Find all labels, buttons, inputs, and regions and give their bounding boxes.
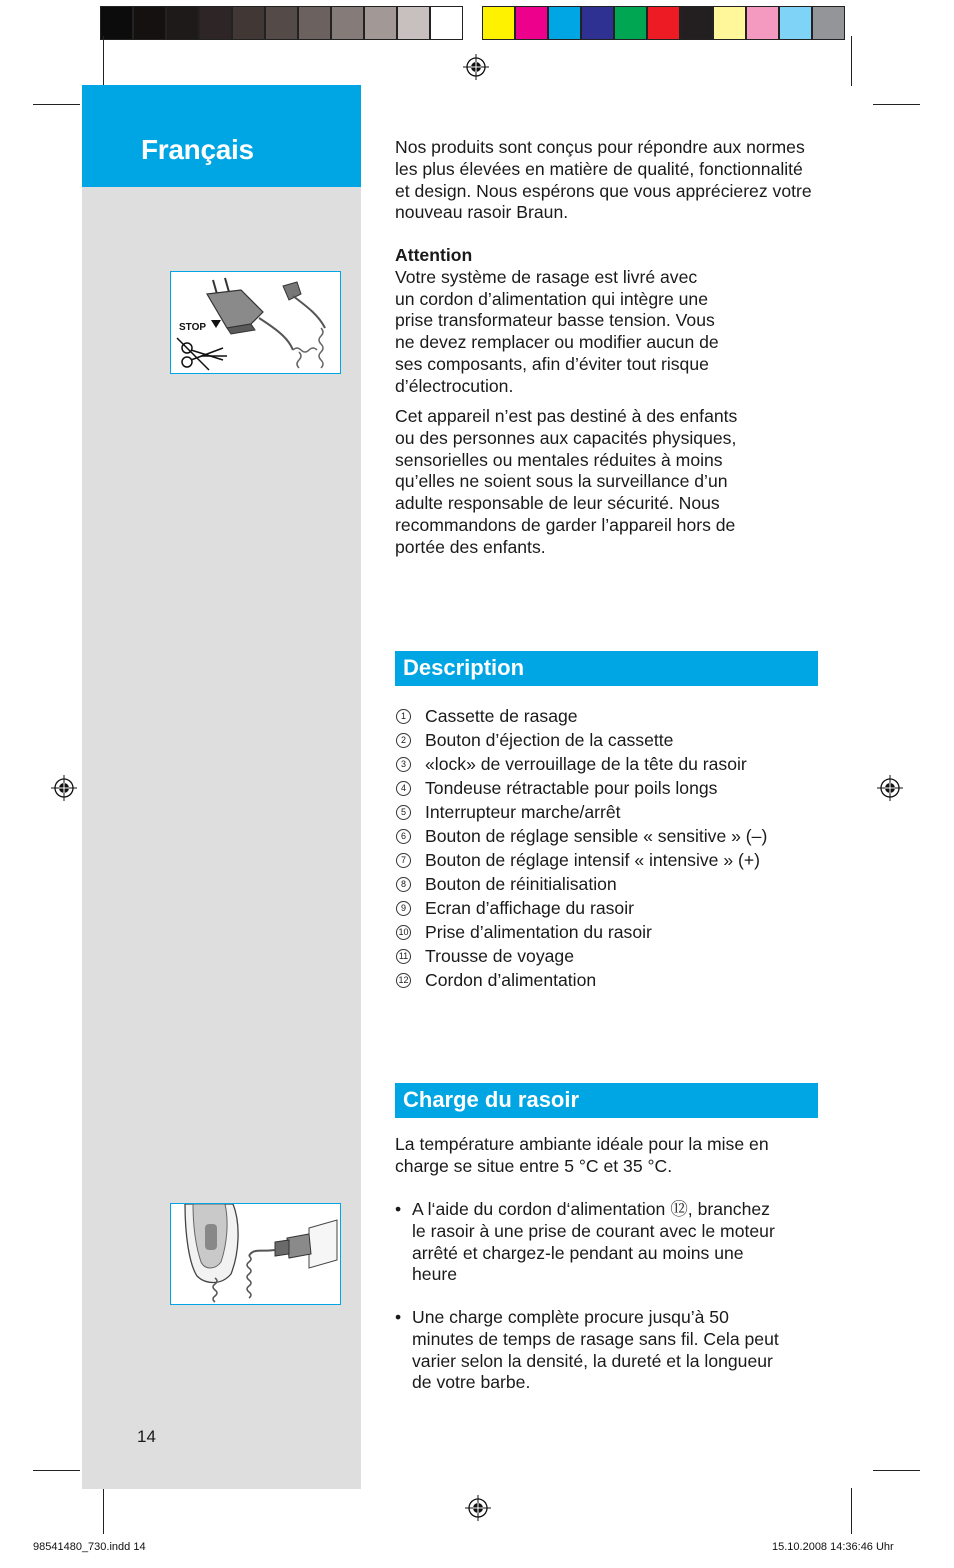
registration-mark-icon: [465, 1495, 491, 1521]
registration-mark-icon: [877, 775, 903, 801]
color-swatch: [265, 6, 298, 40]
item-number: 6: [396, 829, 411, 844]
color-swatch: [581, 6, 614, 40]
charge-intro: [395, 1134, 815, 1178]
color-swatch: [166, 6, 199, 40]
attention-line: Votre système de rasage est livré avec: [395, 266, 698, 287]
item-number: 12: [396, 973, 411, 988]
charge-bullet-1: [395, 1199, 820, 1286]
bullet-line: varier selon la densité, la dureté et la longueur: [412, 1350, 773, 1371]
plug-warning-illustration: [170, 271, 341, 374]
color-swatch: [298, 6, 331, 40]
item-label: Trousse de voyage: [425, 945, 574, 966]
color-swatch: [614, 6, 647, 40]
color-swatch: [515, 6, 548, 40]
color-swatch: [199, 6, 232, 40]
process-color-bar: [482, 6, 845, 42]
color-swatch: [713, 6, 746, 40]
list-item: [395, 824, 825, 848]
color-swatch: [482, 6, 515, 40]
charge-header: [395, 1083, 818, 1118]
list-item: [395, 704, 825, 728]
color-swatch: [331, 6, 364, 40]
notice-line: sensorielles ou mentales réduites à moins: [395, 449, 723, 470]
item-number: 10: [396, 925, 411, 940]
notice-line: ou des personnes aux capacités physiques,: [395, 427, 737, 448]
color-swatch: [100, 6, 133, 40]
color-swatch: [397, 6, 430, 40]
color-swatch: [430, 6, 463, 40]
list-item: [395, 728, 825, 752]
list-item: [395, 776, 825, 800]
item-number: 2: [396, 733, 411, 748]
item-label: Bouton de réglage sensible « sensitive » (–): [425, 825, 768, 846]
charge-intro-line: La température ambiante idéale pour la mise en: [395, 1134, 769, 1154]
item-number: 7: [396, 853, 411, 868]
list-item: [395, 944, 825, 968]
item-number: 4: [396, 781, 411, 796]
list-item: [395, 968, 825, 992]
bullet-line: arrêté et chargez-le pendant au moins une: [412, 1242, 744, 1263]
language-title: Français: [141, 134, 254, 165]
attention-block: [395, 245, 815, 398]
bullet-line: heure: [412, 1264, 457, 1285]
color-swatch: [779, 6, 812, 40]
charge-intro-line: charge se situe entre 5 °C et 35 °C.: [395, 1155, 673, 1176]
item-number: 3: [396, 757, 411, 772]
bullet-symbol: •: [395, 1307, 402, 1327]
attention-line: prise transformateur basse tension. Vous: [395, 310, 715, 331]
item-label: Bouton d’éjection de la cassette: [425, 729, 674, 750]
list-item: [395, 848, 825, 872]
list-item: [395, 896, 825, 920]
list-item: [395, 872, 825, 896]
grayscale-color-bar: [100, 6, 463, 42]
page-number: 14: [137, 1427, 156, 1446]
registration-mark-icon: [463, 54, 489, 80]
item-number: 8: [396, 877, 411, 892]
color-swatch: [364, 6, 397, 40]
bullet-line: Une charge complète procure jusqu’à 50: [412, 1307, 729, 1327]
item-number: 5: [396, 805, 411, 820]
shaver-charging-illustration: [170, 1203, 341, 1305]
description-header: [395, 651, 818, 686]
bullet-line: A l‘aide du cordon d‘alimentation ⑫, branchez: [412, 1199, 770, 1219]
item-label: Bouton de réglage intensif « intensive » (+): [425, 849, 760, 870]
color-swatch: [133, 6, 166, 40]
item-label: Ecran d’affichage du rasoir: [425, 897, 634, 918]
item-label: Tondeuse rétractable pour poils longs: [425, 777, 718, 798]
item-label: Cordon d’alimentation: [425, 969, 597, 990]
attention-line: ne devez remplacer ou modifier aucun de: [395, 332, 719, 353]
color-swatch: [680, 6, 713, 40]
description-title: Description: [403, 655, 525, 680]
color-swatch: [812, 6, 845, 40]
bullet-symbol: •: [395, 1199, 402, 1219]
color-swatch: [647, 6, 680, 40]
item-number: 1: [396, 709, 411, 724]
color-swatch: [232, 6, 265, 40]
notice-line: adulte responsable de leur sécurité. Nous: [395, 493, 720, 514]
attention-line: ses composants, afin d’éviter tout risque: [395, 353, 709, 374]
bullet-line: minutes de temps de rasage sans fil. Cela peut: [412, 1328, 779, 1349]
color-swatch: [746, 6, 779, 40]
footer-timestamp: 15.10.2008 14:36:46 Uhr: [772, 1541, 894, 1553]
item-label: Cassette de rasage: [425, 705, 578, 726]
charge-bullet-2: [395, 1307, 820, 1394]
notice-line: Cet appareil n’est pas destiné à des enfants: [395, 406, 738, 426]
notice-line: qu’elles ne soient sous la surveillance d’un: [395, 471, 728, 492]
list-item: [395, 920, 825, 944]
attention-heading: Attention: [395, 245, 473, 265]
bullet-line: le rasoir à une prise de courant avec le moteur: [412, 1220, 775, 1241]
registration-mark-icon: [51, 775, 77, 801]
attention-line: un cordon d’alimentation qui intègre une: [395, 288, 708, 309]
item-label: «lock» de verrouillage de la tête du rasoir: [425, 753, 747, 774]
stop-label: STOP: [179, 322, 207, 333]
list-item: [395, 800, 825, 824]
item-label: Bouton de réinitialisation: [425, 873, 617, 894]
bullet-line: de votre barbe.: [412, 1372, 531, 1393]
notice-line: portée des enfants.: [395, 536, 546, 557]
footer-file-info: 98541480_730.indd 14: [33, 1541, 146, 1553]
charge-title: Charge du rasoir: [403, 1087, 580, 1112]
item-number: 11: [396, 949, 411, 964]
notice-line: recommandons de garder l’appareil hors de: [395, 514, 736, 535]
list-item: [395, 752, 825, 776]
children-notice: [395, 406, 815, 559]
item-label: Prise d’alimentation du rasoir: [425, 921, 652, 942]
description-list: [395, 704, 825, 992]
item-number: 9: [396, 901, 411, 916]
item-label: Interrupteur marche/arrêt: [425, 801, 621, 822]
color-swatch: [548, 6, 581, 40]
intro-paragraph: Nos produits sont conçus pour répondre aux normes les plus élevées en matière de qualité, fonctionnalité et design. Nous espérons que vous apprécierez votre nouveau rasoir Braun.: [395, 137, 812, 223]
attention-line: d’électrocution.: [395, 375, 514, 396]
